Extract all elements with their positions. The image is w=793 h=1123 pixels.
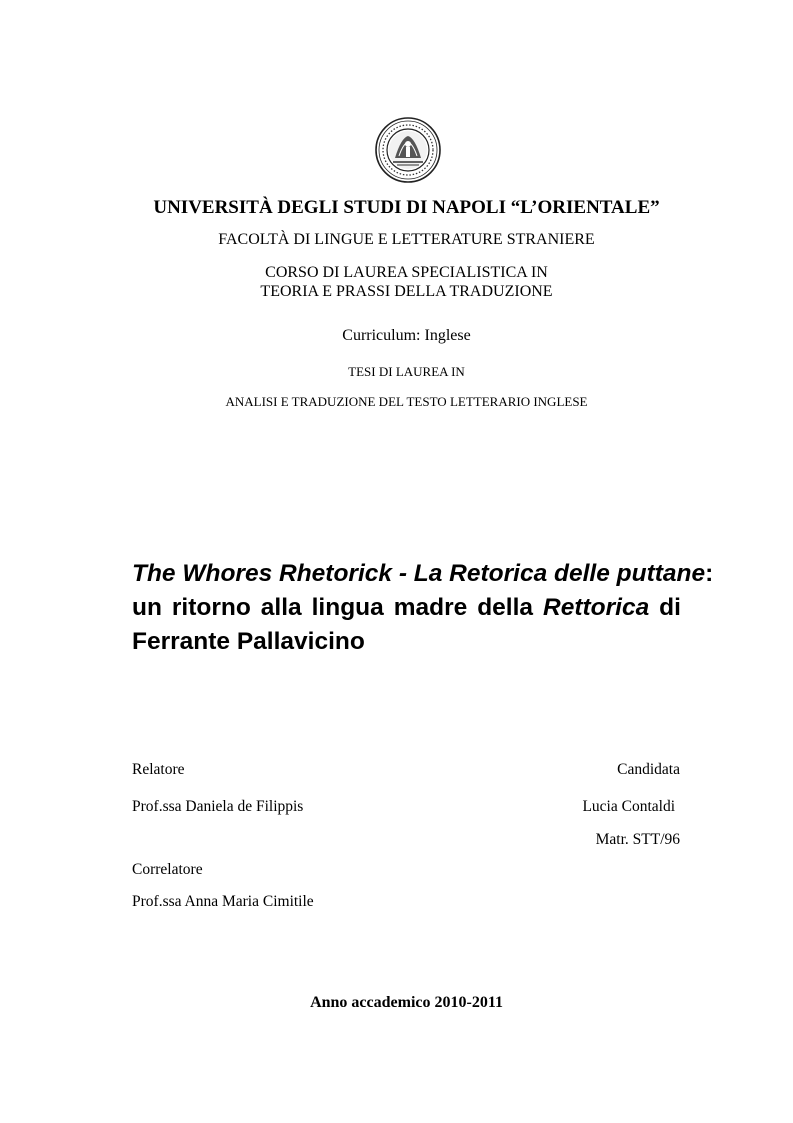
- candidata-label: Candidata: [617, 761, 680, 778]
- title-word: un: [132, 594, 162, 621]
- university-name: UNIVERSITÀ DEGLI STUDI DI NAPOLI “L’ORIENTALE”: [153, 197, 660, 218]
- title-colon: :: [705, 560, 714, 587]
- academic-year: Anno accademico 2010-2011: [310, 994, 503, 1011]
- course-name: [0, 263, 793, 301]
- relatore-name: Prof.ssa Daniela de Filippis: [132, 798, 304, 815]
- thesis-subject: ANALISI E TRADUZIONE DEL TESTO LETTERARIO INGLESE: [225, 394, 588, 409]
- matricola: Matr. STT/96: [595, 831, 680, 848]
- title-line-2: [132, 591, 681, 625]
- title-italic-part: The Whores Rhetorick - La Retorica delle puttane: [132, 560, 706, 587]
- title-word: alla: [260, 594, 302, 621]
- title-word: della: [477, 594, 534, 621]
- correlatore-name: Prof.ssa Anna Maria Cimitile: [132, 893, 314, 910]
- title-line-1: [132, 557, 714, 591]
- title-word: ritorno: [171, 594, 251, 621]
- faculty-name: FACOLTÀ DI LINGUE E LETTERATURE STRANIERE: [218, 231, 595, 248]
- curriculum: Curriculum: Inglese: [342, 327, 471, 344]
- thesis-type: TESI DI LAUREA IN: [348, 364, 465, 379]
- title-word: di: [659, 594, 681, 621]
- title-line-3: Ferrante Pallavicino: [132, 628, 365, 655]
- title-word-italic: Rettorica: [543, 594, 650, 621]
- thesis-title: [132, 557, 714, 659]
- candidata-name: Lucia Contaldi: [582, 798, 675, 815]
- university-seal-icon: [373, 116, 443, 184]
- course-line-2: TEORIA E PRASSI DELLA TRADUZIONE: [260, 283, 553, 300]
- title-word: lingua: [311, 594, 384, 621]
- title-word: madre: [393, 594, 468, 621]
- relatore-label: Relatore: [132, 761, 185, 778]
- course-line-1: CORSO DI LAUREA SPECIALISTICA IN: [265, 264, 548, 281]
- correlatore-label: Correlatore: [132, 861, 203, 878]
